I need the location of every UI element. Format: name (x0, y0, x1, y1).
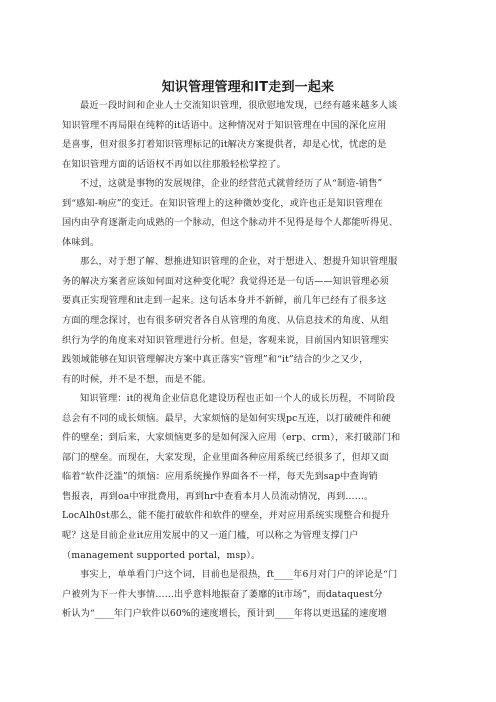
paragraph-line: 知识管理不再局限在纯粹的it话语中。这种情况对于知识管理在中国的深化应用 (62, 119, 387, 131)
paragraph-line: 知识管理：it的视角企业信息化建设历程也正如一个人的成长历程，不同阶段 (80, 393, 396, 405)
paragraph-line: 务的解决方案者应该如何面对这种变化呢？我觉得还是一句话——知识管理必须 (62, 275, 389, 287)
paragraph-line: 国内由孕育逐渐走向成熟的一个脉动，但这个脉动并不见得是每个人都能听得见、 (62, 217, 399, 229)
paragraph-line: 方面的理念探讨，也有很多研究者各自从管理的角度、从信息技术的角度、从组 (62, 315, 389, 327)
paragraph-line: 最近一段时间和企业人士交流知识管理，很欣慰地发现，已经有越来越多人谈 (80, 100, 398, 111)
paragraph-line: 在知识管理方面的话语权不再如以往那般轻松掌控了。 (62, 158, 287, 170)
paragraph-line: 到“感知-响应”的变迁。在知识管理上的这种微妙变化，或许也正是知识管理在 (62, 197, 384, 209)
paragraph-line: 售报表，再到oa中审批费用，再到hr中查看本月人员流动情况，再到……。 (62, 490, 374, 502)
document-body (62, 96, 440, 624)
paragraph-line: 践领域能够在知识管理解决方案中真正落实“管理”和“it”结合的少之又少， (62, 354, 369, 366)
document-title: 知识管理管理和IT走到一起来 (161, 80, 335, 95)
paragraph-line: 部门的壁垒。而现在，大家发现，企业里面各种应用系统已经很多了，但却又面 (62, 451, 389, 463)
paragraph-line: 总会有不同的成长烦恼。最早，大家烦恼的是如何实现pc互连，以打破硬件和硬 (62, 412, 391, 424)
paragraph-line: LocAlh0st那么，能不能打破软件和软件的壁垒，并对应用系统实现整合和提升 (62, 510, 390, 522)
paragraph-line: 件的壁垒；到后来，大家烦恼更多的是如何深入应用（erp、crm），来打破部门和 (62, 432, 401, 444)
paragraph-line: 户被列为下一件大事情……出乎意料地振奋了萎靡的it市场”，而dataquest分 (62, 588, 383, 600)
paragraph-line: 体味到。 (62, 236, 100, 248)
paragraph-line: 析认为“____年门户软件以60%的速度增长，预计到____年将以更迅猛的速度增 (62, 608, 388, 620)
paragraph-line: 临着“软件泛滥”的烦恼：应用系统操作界面各不一样，每天先到sap中查询销 (62, 471, 378, 483)
paragraph-line: 那么，对于想了解、想推进知识管理的企业，对于想进入、想提升知识管理服 (80, 256, 398, 268)
paragraph-line: 有的时候，并不是不想，而是不能。 (62, 373, 212, 385)
paragraph-line: 事实上，单单看门户这个词，目前也是很热，ft____年6月对门户的评论是“门 (80, 569, 398, 581)
paragraph-line: 呢？这是目前企业it应用发展中的又一道门槛，可以称之为管理支撑门户 (62, 530, 359, 542)
paragraph-line: 不过，这就是事物的发展规律，企业的经营范式就曾经历了从“制造-销售” (80, 178, 383, 190)
paragraph-line: 织行为学的角度来对知识管理进行分析。但是，客观来说，目前国内知识管理实 (62, 334, 389, 346)
paragraph-line: （management supported portal，msp）。 (62, 549, 261, 561)
paragraph-line: 要真正实现管理和it走到一起来。这句话本身并不新鲜，前几年已经有了很多这 (62, 295, 387, 307)
paragraph-line: 是喜事，但对很多打着知识管理标记的it解决方案提供者，却是心忧，忧虑的是 (62, 139, 387, 151)
